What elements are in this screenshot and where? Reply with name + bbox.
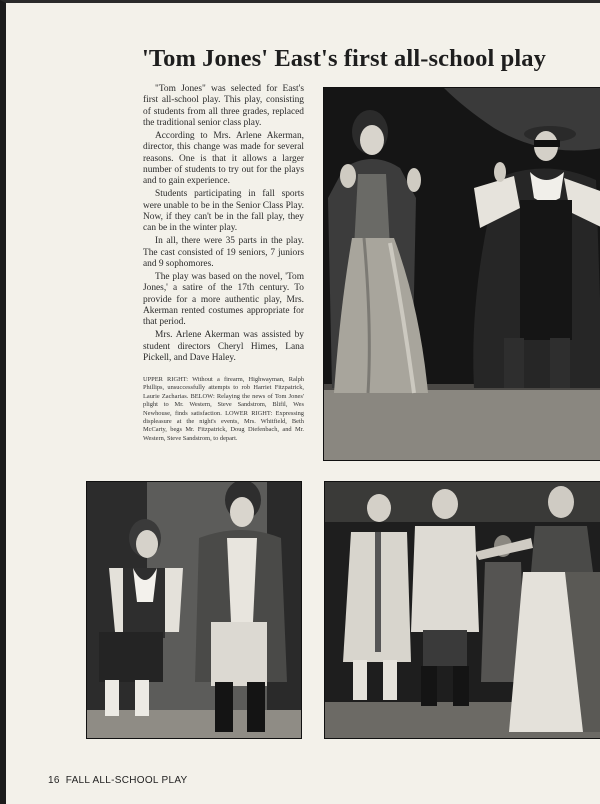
page-title: 'Tom Jones' East's first all-school play — [142, 45, 546, 72]
photo-western-blifil-image — [87, 482, 301, 738]
page-number: 16 — [48, 775, 60, 786]
photo-whitfield — [324, 481, 600, 739]
article-paragraph: Students participating in fall sports were unable to be in the Senior Class Play. Now, if they can't be in the fall play, they can be in the winter play. — [143, 189, 304, 233]
photo-highwayman — [323, 87, 600, 461]
section-label: FALL ALL-SCHOOL PLAY — [65, 775, 188, 786]
photo-caption: UPPER RIGHT: Without a firearm, Highwayman, Ralph Phillips, unsuccessfully attempts to rob Harriet Fitzpatrick, Laurie Zacharias. BELOW: Relaying the news of Tom Jones' plight to Mr. Western, Steve Sandstrom, Blifil, Wes Newhouse, finds satisfaction. LOWER RIGHT: Expressing displeasure at the night's events, Mrs. Whitfield, Beth McCarty, begs Mr. Fitzpatrick, Doug Diefenbach, and Mr. Western, Steve Sandstrom, to depart. — [143, 376, 304, 442]
article-paragraph: "Tom Jones" was selected for East's first all-school play. This play, consisting of students from all three grades, replaced the traditional senior class play. — [143, 84, 304, 128]
photo-western-blifil — [86, 481, 302, 739]
page-footer — [48, 775, 188, 786]
photo-highwayman-image — [324, 88, 600, 460]
article-paragraph: In all, there were 35 parts in the play. The cast consisted of 19 seniors, 7 juniors and 9 sophomores. — [143, 236, 304, 269]
article-body — [143, 84, 304, 366]
article-paragraph: The play was based on the novel, 'Tom Jones,' a satire of the 17th century. To provide for a more authentic play, Mrs. Akerman rented costumes appropriate for that period. — [143, 272, 304, 327]
article-paragraph: According to Mrs. Arlene Akerman, director, this change was made for several reasons. One is that it allows a larger number of students to try out for the plays and to gain experience. — [143, 131, 304, 186]
photo-whitfield-image — [325, 482, 600, 738]
article-paragraph: Mrs. Arlene Akerman was assisted by student directors Cheryl Himes, Lana Pickell, and Dave Haley. — [143, 330, 304, 363]
